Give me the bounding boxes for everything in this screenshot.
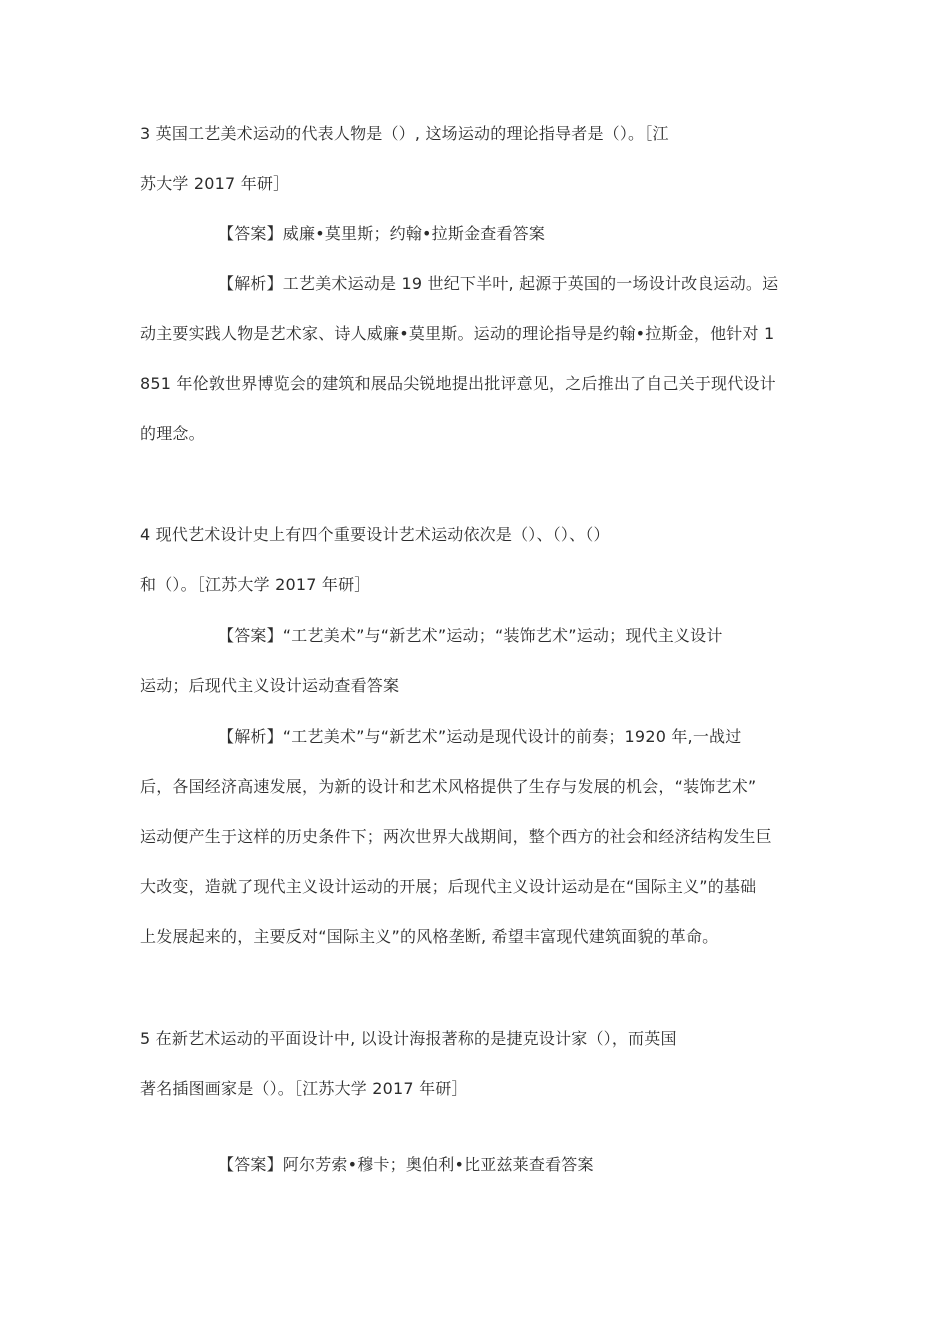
question-3-analysis-line-1: 【解析】工艺美术运动是 19 世纪下半叶, 起源于英国的一场设计改良运动。运: [218, 274, 779, 293]
question-4-answer-line-1: 【答案】“工艺美术”与“新艺术”运动；“装饰艺术”运动；现代主义设计: [218, 626, 723, 645]
question-3-analysis-line-4: 的理念。: [140, 424, 205, 443]
question-3-analysis-line-3: 851 年伦敦世界博览会的建筑和展品尖锐地提出批评意见，之后推出了自己关于现代设计: [140, 374, 776, 393]
question-3-analysis-line-2: 动主要实践人物是艺术家、诗人威廉•莫里斯。运动的理论指导是约翰•拉斯金，他针对 1: [140, 324, 775, 343]
question-4-analysis-line-3: 运动便产生于这样的历史条件下；两次世界大战期间，整个西方的社会和经济结构发生巨: [140, 827, 772, 846]
question-5-line-2: 著名插图画家是（）。［江苏大学 2017 年研］: [140, 1079, 468, 1098]
question-4-answer-line-2: 运动；后现代主义设计运动查看答案: [140, 676, 400, 695]
question-3-answer: 【答案】威廉•莫里斯；约翰•拉斯金查看答案: [218, 224, 546, 243]
question-4-analysis-line-1: 【解析】“工艺美术”与“新艺术”运动是现代设计的前奏；1920 年,一战过: [218, 727, 742, 746]
question-5-line-1: 5 在新艺术运动的平面设计中, 以设计海报著称的是捷克设计家（），而英国: [140, 1029, 677, 1048]
question-3-line-1: 3 英国工艺美术运动的代表人物是（）, 这场运动的理论指导者是（）。［江: [140, 124, 669, 143]
question-4-line-1: 4 现代艺术设计史上有四个重要设计艺术运动依次是（）、（）、（）: [140, 525, 610, 544]
question-4-analysis-line-5: 上发展起来的，主要反对“国际主义”的风格垄断, 希望丰富现代建筑面貌的革命。: [140, 927, 719, 946]
question-3-line-2: 苏大学 2017 年研］: [140, 174, 290, 193]
question-4-line-2: 和（）。［江苏大学 2017 年研］: [140, 575, 371, 594]
question-5-answer: 【答案】阿尔芳索•穆卡；奥伯利•比亚兹莱查看答案: [218, 1155, 594, 1174]
question-4-analysis-line-4: 大改变，造就了现代主义设计运动的开展；后现代主义设计运动是在“国际主义”的基础: [140, 877, 757, 896]
question-4-analysis-line-2: 后，各国经济高速发展，为新的设计和艺术风格提供了生存与发展的机会，“装饰艺术”: [140, 777, 757, 796]
